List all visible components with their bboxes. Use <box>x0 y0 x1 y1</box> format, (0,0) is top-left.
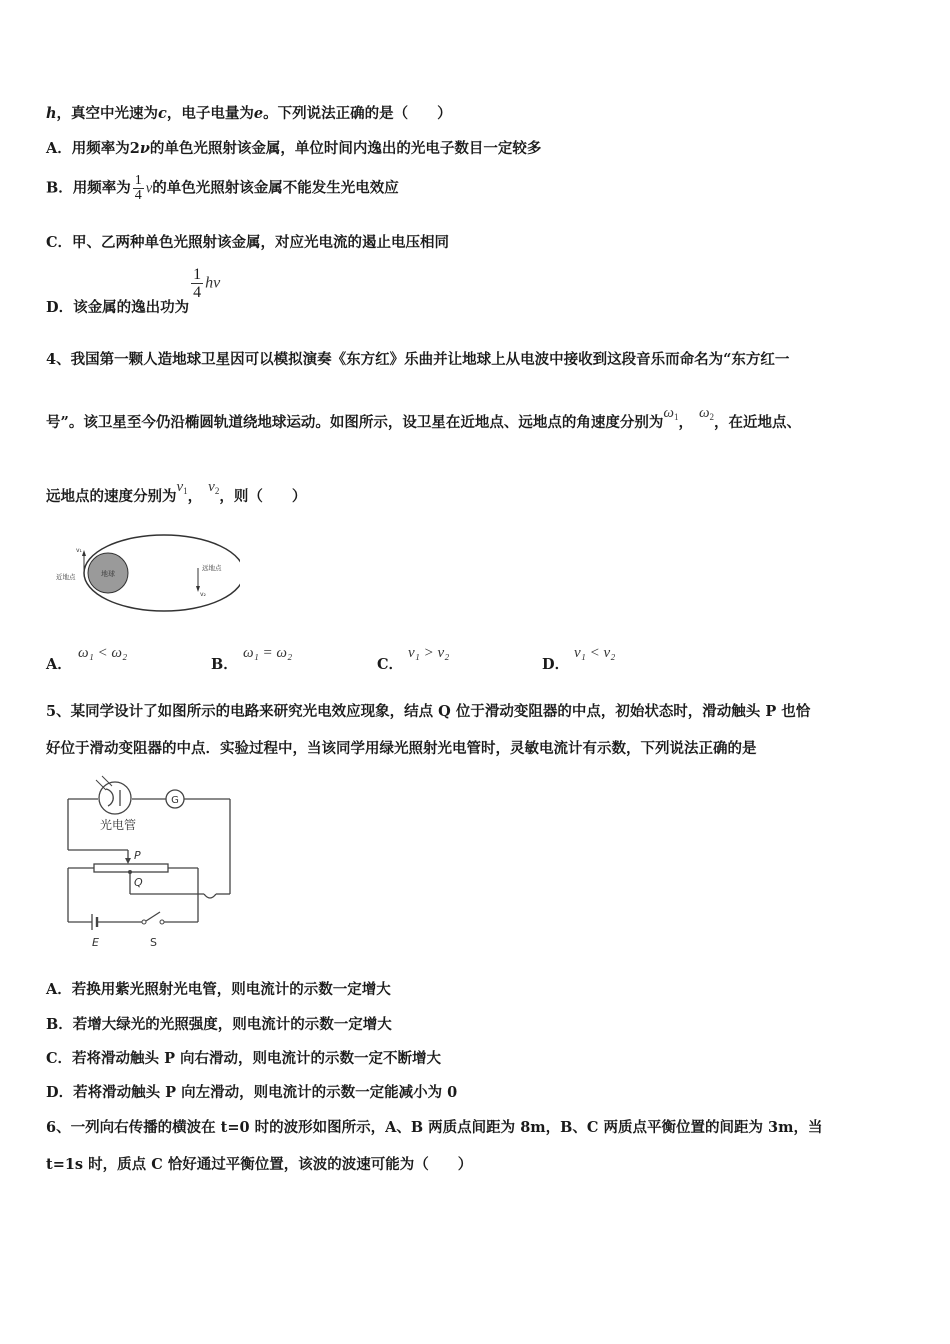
q4-option-b-math: ω₁ = ω₂ <box>243 645 293 661</box>
q3-option-a[interactable] <box>46 137 541 158</box>
q4-line2-post: ，在近地点、 <box>714 414 802 431</box>
q4-comma: ， <box>678 414 693 431</box>
earth-label: 地球 <box>101 570 115 578</box>
q4-option-d-math: v₁ < v₂ <box>574 645 616 661</box>
q3-option-c-text: C．甲、乙两种单色光照射该金属，对应光电流的遏止电压相同 <box>46 234 450 251</box>
q3-option-a-rest: 的单色光照射该金属，单位时间内逸出的光电子数目一定较多 <box>149 140 542 157</box>
q5-option-a[interactable]: A．若换用紫光照射光电管，则电流计的示数一定增大 <box>46 981 391 998</box>
frac-den: 4 <box>134 188 142 203</box>
symbol-omega1: $\omega_1$ <box>663 405 679 422</box>
q3-text-1: ，真空中光速为 <box>56 105 159 122</box>
photocell-circle <box>99 782 131 814</box>
far-point-label: 远地点 <box>202 564 222 572</box>
q4-stem-line2 <box>46 405 802 432</box>
symbol-nu: ν <box>139 140 150 157</box>
symbol-h: h <box>46 105 57 122</box>
node-q-label: Q <box>134 876 143 889</box>
q3-option-c[interactable] <box>46 231 449 252</box>
q3-option-d-pre: D．该金属的逸出功为 <box>46 298 190 316</box>
q5-option-c[interactable]: C．若将滑动触头 P 向右滑动，则电流计的示数一定不断增大 <box>46 1050 442 1067</box>
q3-option-b-post: 的单色光照射该金属不能发生光电效应 <box>152 179 399 197</box>
switch-lever <box>146 912 160 921</box>
q4-stem-line1: 4、我国第一颗人造地球卫星因可以模拟演奏《东方红》乐曲并让地球上从电波中接收到这段音乐而命名为“东方红一 <box>46 351 790 368</box>
q3-option-b-pre: B．用频率为 <box>46 179 131 197</box>
q4-option-c-math: v₁ > v₂ <box>408 645 450 661</box>
q3-stem-tail <box>46 102 452 123</box>
q4-option-d-label[interactable]: D． <box>542 656 570 673</box>
q4-line2-pre: 号”。该卫星至今仍沿椭圆轨道绕地球运动。如图所示，设卫星在近地点、远地点的角速度分别为 <box>46 414 664 431</box>
q5-option-b[interactable]: B．若增大绿光的光照强度，则电流计的示数一定增大 <box>46 1016 392 1033</box>
frac-den: 4 <box>193 284 202 301</box>
q3-option-b[interactable] <box>46 174 399 203</box>
q3-text-3: 。下列说法正确的是（ ） <box>263 105 452 122</box>
q4-option-a-label[interactable]: A． <box>46 656 72 673</box>
fraction-one-quarter <box>191 266 203 301</box>
v1-label: v₁ <box>76 547 82 554</box>
battery-e-label: E <box>92 936 99 949</box>
q6-stem-line2: t=1s 时，质点 C 恰好通过平衡位置，该波的波速可能为（ ） <box>46 1156 473 1173</box>
symbol-e: e <box>253 105 264 122</box>
q3-option-d[interactable] <box>46 266 221 316</box>
slider-p-label: P <box>134 849 141 862</box>
q4-option-c-label[interactable]: C． <box>377 656 404 673</box>
symbol-h-nu: hν <box>205 274 221 292</box>
q5-stem-line2: 好位于滑动变阻器的中点．实验过程中，当该同学用绿光照射光电管时，灵敏电流计有示数，下列说法正确的是 <box>46 740 757 757</box>
v1-arrowhead <box>82 550 86 556</box>
frac-num: 1 <box>193 266 202 283</box>
fraction-one-quarter <box>133 174 144 203</box>
q4-line3-post: ，则（ ） <box>219 488 307 505</box>
q4-option-a-math: ω₁ < ω₂ <box>78 645 128 661</box>
switch-s-label: S <box>150 936 157 949</box>
near-point-label: 近地点 <box>56 573 76 581</box>
q5-option-d[interactable]: D．若将滑动触头 P 向左滑动，则电流计的示数一定能减小为 0 <box>46 1084 458 1101</box>
v2-label: v₂ <box>200 591 206 598</box>
orbit-figure <box>50 528 240 618</box>
q4-stem-line3 <box>46 479 307 506</box>
frac-num: 1 <box>134 173 142 188</box>
galvanometer-label: G <box>171 795 179 806</box>
circuit-figure <box>60 772 240 952</box>
q4-line3-pre: 远地点的速度分别为 <box>46 488 177 505</box>
q6-stem-line1: 6、一列向右传播的横波在 t=0 时的波形如图所示，A、B 两质点间距为 8m，B、C 两质点平衡位置的间距为 3m，当 <box>46 1119 823 1136</box>
symbol-v1: $v_1$ <box>176 479 188 496</box>
q3-option-a-text: A．用频率为2 <box>46 140 140 157</box>
symbol-c: c <box>158 105 167 122</box>
symbol-nu: ν <box>145 180 153 197</box>
symbol-v2: $v_2$ <box>208 479 220 496</box>
q4-option-b-label[interactable]: B． <box>211 656 238 673</box>
q4-comma: ， <box>187 488 203 505</box>
phototube-label: 光电管 <box>100 818 137 832</box>
q3-text-2: ，电子电量为 <box>166 105 254 122</box>
q5-stem-line1: 5、某同学设计了如图所示的电路来研究光电效应现象，结点 Q 位于滑动变阻器的中点，初始状态时，滑动触头 P 也恰 <box>46 703 811 720</box>
symbol-omega2: $\omega_2$ <box>698 405 715 422</box>
